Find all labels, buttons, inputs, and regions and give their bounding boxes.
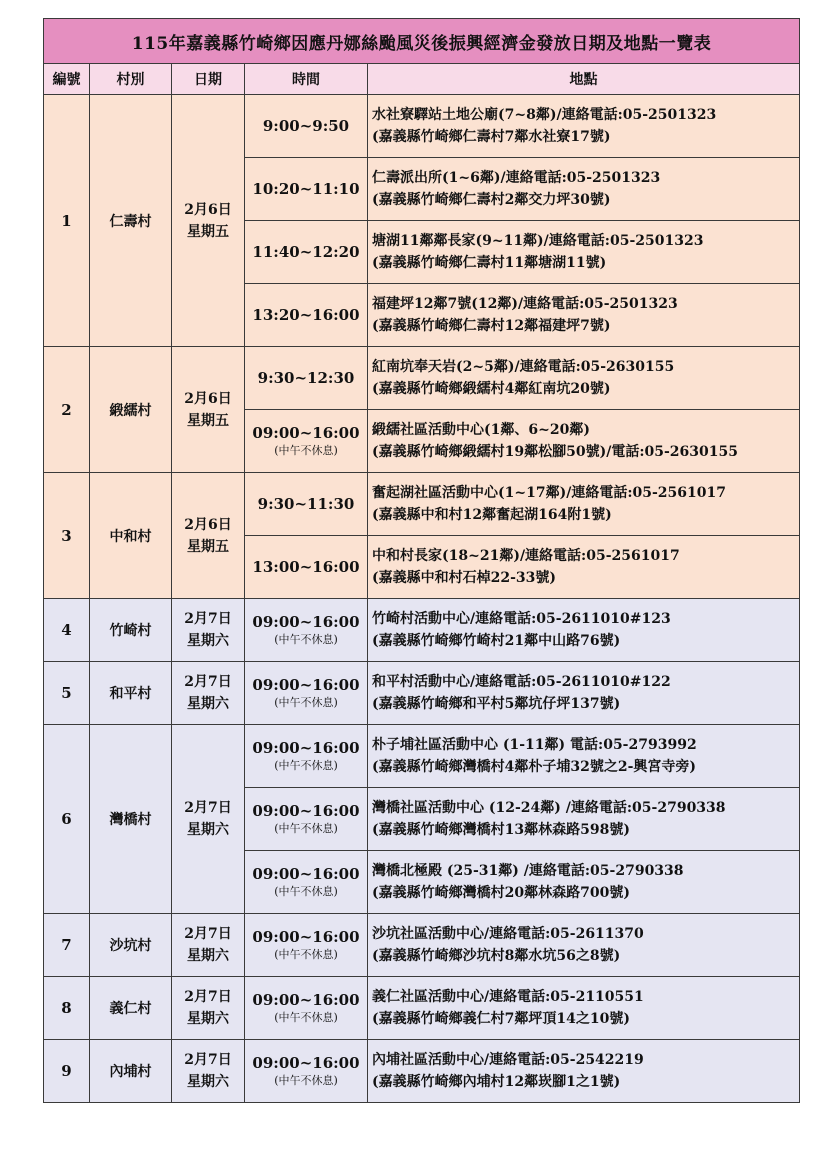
table-row	[44, 347, 800, 410]
page-title: 115年嘉義縣竹崎鄉因應丹娜絲颱風災後振興經濟金發放日期及地點一覽表	[44, 19, 800, 64]
location-address: (嘉義縣竹崎鄉竹崎村21鄰中山路76號)	[372, 633, 621, 649]
date-day: 2月7日	[184, 989, 232, 1005]
location-cell	[368, 410, 800, 473]
time-range: 09:00~16:00	[252, 613, 360, 631]
date-cell	[172, 977, 245, 1040]
location-cell	[368, 725, 800, 788]
time-range: 9:30~12:30	[257, 369, 355, 387]
location-cell	[368, 662, 800, 725]
village-name: 仁壽村	[90, 95, 172, 347]
time-cell	[245, 1040, 368, 1103]
header-village: 村別	[90, 64, 172, 95]
location-address: (嘉義縣竹崎鄉灣橋村13鄰林森路598號)	[372, 822, 630, 838]
time-note: (中午不休息)	[274, 633, 338, 646]
table-row	[44, 95, 800, 158]
time-range: 09:00~16:00	[252, 928, 360, 946]
row-number: 2	[44, 347, 90, 473]
location-cell	[368, 1040, 800, 1103]
time-note: (中午不休息)	[274, 885, 338, 898]
title-row	[44, 19, 800, 64]
time-note: (中午不休息)	[274, 1011, 338, 1024]
date-weekday: 星期五	[187, 412, 229, 429]
time-range: 09:00~16:00	[252, 802, 360, 820]
village-name: 緞繻村	[90, 347, 172, 473]
village-name: 灣橋村	[90, 725, 172, 914]
date-day: 2月6日	[184, 201, 232, 218]
location-name: 灣橋北極殿 (25-31鄰) /連絡電話:05-2790338	[372, 863, 684, 879]
location-name: 福建坪12鄰7號(12鄰)/連絡電話:05-2501323	[372, 296, 678, 312]
location-address: (嘉義縣中和村12鄰奮起湖164附1號)	[372, 507, 612, 523]
row-number: 6	[44, 725, 90, 914]
village-name: 內埔村	[90, 1040, 172, 1103]
location-name: 紅南坑奉天岩(2~5鄰)/連絡電話:05-2630155	[372, 359, 675, 375]
location-cell	[368, 158, 800, 221]
date-day: 2月6日	[184, 516, 232, 533]
date-weekday: 星期六	[187, 1074, 229, 1090]
row-number: 5	[44, 662, 90, 725]
date-day: 2月6日	[184, 390, 232, 407]
location-address: (嘉義縣竹崎鄉和平村5鄰坑仔坪137號)	[372, 696, 621, 712]
time-range: 09:00~16:00	[252, 991, 360, 1009]
location-cell	[368, 221, 800, 284]
village-name: 和平村	[90, 662, 172, 725]
header-time: 時間	[245, 64, 368, 95]
date-cell	[172, 473, 245, 599]
location-name: 水社寮驛站土地公廟(7~8鄰)/連絡電話:05-2501323	[372, 107, 717, 123]
date-weekday: 星期六	[187, 822, 229, 838]
time-cell	[245, 284, 368, 347]
location-cell	[368, 914, 800, 977]
header-location: 地點	[368, 64, 800, 95]
location-cell	[368, 284, 800, 347]
time-cell	[245, 788, 368, 851]
location-cell	[368, 788, 800, 851]
time-range: 9:30~11:30	[257, 495, 355, 513]
time-range: 10:20~11:10	[252, 180, 360, 198]
time-cell	[245, 599, 368, 662]
row-number: 3	[44, 473, 90, 599]
location-cell	[368, 95, 800, 158]
time-range: 13:00~16:00	[252, 558, 360, 576]
location-name: 奮起湖社區活動中心(1~17鄰)/連絡電話:05-2561017	[372, 485, 726, 501]
time-range: 11:40~12:20	[252, 243, 360, 261]
village-name: 竹崎村	[90, 599, 172, 662]
date-weekday: 星期六	[187, 633, 229, 649]
date-day: 2月7日	[184, 611, 232, 627]
table-row	[44, 914, 800, 977]
date-day: 2月7日	[184, 926, 232, 942]
time-range: 9:00~9:50	[262, 117, 350, 135]
date-cell	[172, 725, 245, 914]
location-address: (嘉義縣竹崎鄉仁壽村12鄰福建坪7號)	[372, 318, 611, 334]
location-address: (嘉義縣竹崎鄉沙坑村8鄰水坑56之8號)	[372, 948, 621, 964]
row-number: 7	[44, 914, 90, 977]
time-cell	[245, 725, 368, 788]
date-weekday: 星期六	[187, 948, 229, 964]
time-cell	[245, 473, 368, 536]
location-address: (嘉義縣竹崎鄉仁壽村11鄰塘湖11號)	[372, 255, 607, 271]
location-name: 義仁社區活動中心/連絡電話:05-2110551	[372, 989, 644, 1005]
time-cell	[245, 536, 368, 599]
table-row	[44, 725, 800, 788]
time-cell	[245, 221, 368, 284]
header-row	[44, 64, 800, 95]
location-address: (嘉義縣竹崎鄉灣橋村20鄰林森路700號)	[372, 885, 630, 901]
location-address: (嘉義縣竹崎鄉義仁村7鄰坪頂14之10號)	[372, 1011, 630, 1027]
location-name: 沙坑社區活動中心/連絡電話:05-2611370	[372, 926, 644, 942]
distribution-schedule-table	[43, 18, 800, 1103]
location-address: (嘉義縣中和村石棹22-33號)	[372, 570, 557, 586]
header-number: 編號	[44, 64, 90, 95]
row-number: 9	[44, 1040, 90, 1103]
location-name: 仁壽派出所(1~6鄰)/連絡電話:05-2501323	[372, 170, 661, 186]
location-cell	[368, 473, 800, 536]
village-name: 沙坑村	[90, 914, 172, 977]
location-address: (嘉義縣竹崎鄉緞繻村19鄰松腳50號)/電話:05-2630155	[372, 444, 738, 460]
time-cell	[245, 914, 368, 977]
location-name: 塘湖11鄰鄰長家(9~11鄰)/連絡電話:05-2501323	[372, 233, 704, 249]
date-cell	[172, 599, 245, 662]
location-cell	[368, 851, 800, 914]
date-day: 2月7日	[184, 674, 232, 690]
location-name: 竹崎村活動中心/連絡電話:05-2611010#123	[372, 611, 671, 627]
time-note: (中午不休息)	[274, 696, 338, 709]
location-address: (嘉義縣竹崎鄉內埔村12鄰崁腳1之1號)	[372, 1074, 621, 1090]
village-name: 義仁村	[90, 977, 172, 1040]
location-address: (嘉義縣竹崎鄉灣橋村4鄰朴子埔32號之2-興宮寺旁)	[372, 759, 697, 775]
date-weekday: 星期六	[187, 696, 229, 712]
location-cell	[368, 347, 800, 410]
time-cell	[245, 158, 368, 221]
time-cell	[245, 851, 368, 914]
date-weekday: 星期五	[187, 223, 229, 240]
row-number: 1	[44, 95, 90, 347]
date-cell	[172, 914, 245, 977]
time-range: 09:00~16:00	[252, 739, 360, 757]
row-number: 8	[44, 977, 90, 1040]
table-row	[44, 473, 800, 536]
time-cell	[245, 347, 368, 410]
time-cell	[245, 95, 368, 158]
date-cell	[172, 347, 245, 473]
time-note: (中午不休息)	[274, 948, 338, 961]
location-name: 緞繻社區活動中心(1鄰、6~20鄰)	[372, 422, 590, 438]
location-name: 灣橋社區活動中心 (12-24鄰) /連絡電話:05-2790338	[372, 800, 726, 816]
date-cell	[172, 662, 245, 725]
date-weekday: 星期六	[187, 1011, 229, 1027]
location-address: (嘉義縣竹崎鄉仁壽村2鄰交力坪30號)	[372, 192, 611, 208]
time-range: 09:00~16:00	[252, 865, 360, 883]
time-range: 13:20~16:00	[252, 306, 360, 324]
table-row	[44, 1040, 800, 1103]
location-address: (嘉義縣竹崎鄉緞繻村4鄰紅南坑20號)	[372, 381, 611, 397]
date-cell	[172, 1040, 245, 1103]
village-name: 中和村	[90, 473, 172, 599]
time-cell	[245, 977, 368, 1040]
time-note: (中午不休息)	[274, 759, 338, 772]
time-note: (中午不休息)	[274, 444, 338, 457]
row-number: 4	[44, 599, 90, 662]
table-row	[44, 662, 800, 725]
date-cell	[172, 95, 245, 347]
date-day: 2月7日	[184, 800, 232, 816]
location-name: 朴子埔社區活動中心 (1-11鄰) 電話:05-2793992	[372, 737, 697, 753]
location-name: 中和村長家(18~21鄰)/連絡電話:05-2561017	[372, 548, 680, 564]
time-note: (中午不休息)	[274, 822, 338, 835]
location-name: 和平村活動中心/連絡電話:05-2611010#122	[372, 674, 671, 690]
time-range: 09:00~16:00	[252, 676, 360, 694]
location-name: 內埔社區活動中心/連絡電話:05-2542219	[372, 1052, 644, 1068]
location-cell	[368, 599, 800, 662]
table-row	[44, 977, 800, 1040]
table-row	[44, 599, 800, 662]
location-cell	[368, 536, 800, 599]
time-cell	[245, 410, 368, 473]
location-cell	[368, 977, 800, 1040]
date-day: 2月7日	[184, 1052, 232, 1068]
time-range: 09:00~16:00	[252, 1054, 360, 1072]
time-range: 09:00~16:00	[252, 424, 360, 442]
location-address: (嘉義縣竹崎鄉仁壽村7鄰水社寮17號)	[372, 129, 611, 145]
header-date: 日期	[172, 64, 245, 95]
time-cell	[245, 662, 368, 725]
time-note: (中午不休息)	[274, 1074, 338, 1087]
date-weekday: 星期五	[187, 538, 229, 555]
